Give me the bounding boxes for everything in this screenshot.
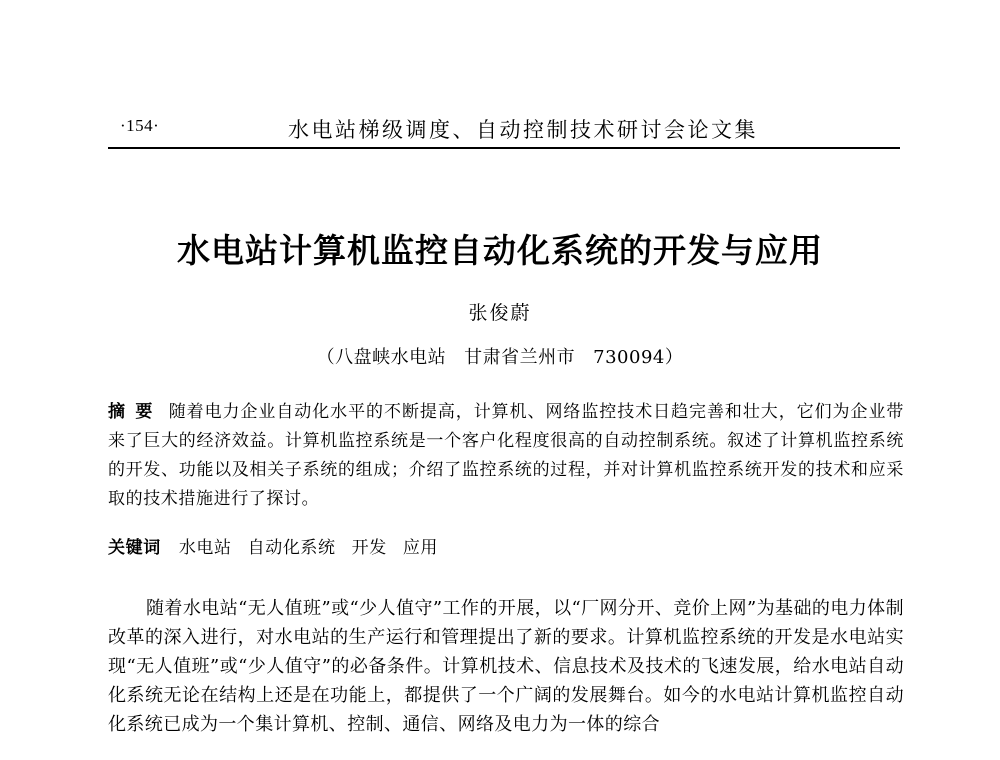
affiliation-location: 甘肃省兰州市 [464, 347, 576, 368]
affiliation [0, 343, 1000, 369]
header-rule [108, 147, 900, 149]
journal-title: 水电站梯级调度、自动控制技术研讨会论文集 [288, 118, 758, 142]
affiliation-postcode: 730094 [593, 347, 665, 368]
affiliation-close-paren: ） [664, 347, 684, 368]
keyword-item: 应用 [402, 538, 439, 558]
affiliation-org: 八盘峡水电站 [335, 347, 447, 368]
keywords [108, 533, 904, 558]
body-paragraph: 随着水电站“无人值班”或“少人值守”工作的开展，以“厂网分开、竞价上网”为基础的电力体制改革的深入进行，对水电站的生产运行和管理提出了新的要求。计算机监控系统的开发是水电站实现“无人值班”或“少人值守”的必备条件。计算机技术、信息技术及技术的飞速发展，给水电站自动化系统无论在结构上还是在功能上，都提供了一个广阔的发展舞台。如今的水电站计算机监控自动化系统已成为一个集计算机、控制、通信、网络及电力为一体的综合 [108, 598, 904, 735]
keyword-item: 开发 [351, 538, 387, 558]
page-number: ·154· [120, 116, 160, 135]
abstract [108, 398, 904, 514]
abstract-text: 随着电力企业自动化水平的不断提高，计算机、网络监控技术日趋完善和壮大，它们为企业带来了巨大的经济效益。计算机监控系统是一个客户化程度很高的自动控制系统。叙述了计算机监控系统的开发、功能以及相关子系统的组成；介绍了监控系统的过程，并对计算机监控系统开发的技术和应采取的技术措施进行了探讨。 [108, 402, 904, 509]
keywords-label: 关键词 [108, 538, 161, 558]
keyword-item: 水电站 [178, 538, 232, 558]
author-name: 张俊蔚 [468, 302, 532, 324]
running-header [108, 112, 900, 146]
article-title: 水电站计算机监控自动化系统的开发与应用 [177, 231, 823, 270]
abstract-label: 摘要 [108, 402, 163, 422]
keyword-item: 自动化系统 [247, 538, 336, 558]
affiliation-open-paren: （ [316, 347, 336, 368]
